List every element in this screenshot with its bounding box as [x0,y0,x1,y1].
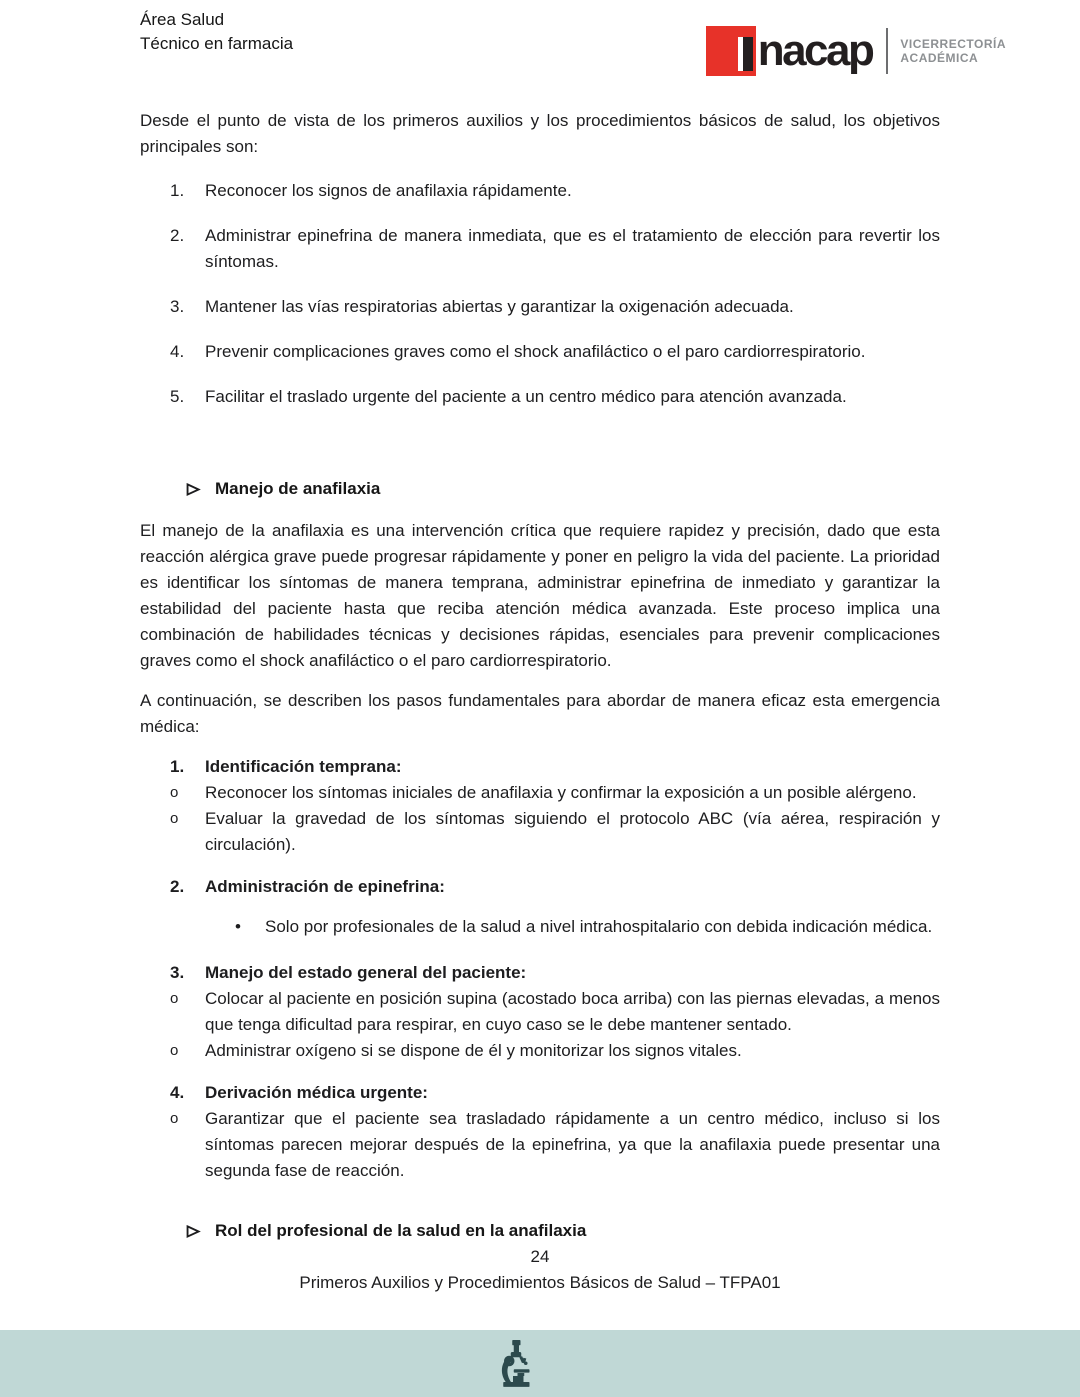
subitem-text: Administrar oxígeno si se dispone de él y monitorizar los signos vitales. [205,1041,742,1060]
step-number: 4. [170,1083,185,1102]
step-title-text: Manejo del estado general del paciente: [205,963,527,982]
intro-paragraph: Desde el punto de vista de los primeros auxilios y los procedimientos básicos de salud, los objetivos principales son: [140,111,940,156]
logo-i-stem [743,37,753,71]
step-subitem [140,1106,940,1184]
step-title [140,960,940,986]
logo-divider [886,28,888,74]
arrowhead-bullet-icon [185,481,215,498]
objective-text: Prevenir complicaciones graves como el shock anafiláctico o el paro cardiorrespiratorio. [205,342,866,361]
objective-item [140,178,940,204]
subitem-text: Garantizar que el paciente sea trasladado rápidamente a un centro médico, incluso si los síntomas parecen mejorar después de la epinefrina, ya que la anafilaxia puede presentar una segunda fase de reacción. [205,1109,940,1180]
subitem-text: Solo por profesionales de la salud a nivel intrahospitalario con debida indicación médica. [265,917,933,936]
step-number: 3. [170,963,185,982]
step-subitem [140,986,940,1038]
inacap-logo-wordmark: nacap [757,26,873,75]
subitem-text: Colocar al paciente en posición supina (acostado boca arriba) con las piernas elevadas, a menos que tenga dificultad para respirar, en cuyo caso se le debe mantener sentado. [205,989,940,1034]
step-subitem [140,1038,940,1064]
circle-bullet: o [170,1110,179,1127]
microscope-icon [498,1339,534,1389]
list-number: 5. [170,387,185,406]
step-title-text: Administración de epinefrina: [205,877,445,896]
list-number: 1. [170,181,185,200]
inacap-logo [706,26,1006,76]
inacap-logo-mark-icon [706,26,756,76]
step-number: 1. [170,757,185,776]
logo-division [900,37,1006,65]
subitem-text: Evaluar la gravedad de los síntomas siguiendo el protocolo ABC (vía aérea, respiración y circulación). [205,809,940,854]
step-manejo-estado [140,960,940,1064]
objective-text: Facilitar el traslado urgente del paciente a un centro médico para atención avanzada. [205,387,847,406]
circle-bullet: o [170,810,179,827]
step-subitem [140,780,940,806]
program-label: Técnico en farmacia [140,34,294,53]
objective-text: Mantener las vías respiratorias abiertas y garantizar la oxigenación adecuada. [205,297,794,316]
step-subitem [140,806,940,858]
manejo-paragraph-1: El manejo de la anafilaxia es una intervención crítica que requiere rapidez y precisión, dado que esta reacción alérgica grave puede progresar rápidamente y poner en peligro la vida del paciente. La prioridad es identificar los síntomas de manera temprana, administrar epinefrina de inmediato y garantizar la estabilidad del paciente hasta que reciba atención médica avanzada. Este proceso implica una combinación de habilidades técnicas y decisiones rápidas, esenciales para prevenir complicaciones graves como el shock anafiláctico o el paro cardiorrespiratorio. [140,521,940,670]
step-title-text: Identificación temprana: [205,757,402,776]
list-number: 4. [170,342,185,361]
objective-text: Administrar epinefrina de manera inmediata, que es el tratamiento de elección para revertir los síntomas. [205,226,940,271]
section-heading-rol [140,1218,940,1244]
step-title [140,754,940,780]
list-number: 3. [170,297,185,316]
objective-item [140,384,940,410]
logo-division-line1: VICERRECTORÍA [900,37,1006,51]
step-subitem [140,914,940,940]
step-title [140,1080,940,1106]
section-heading-text: Rol del profesional de la salud en la anafilaxia [215,1221,587,1240]
objective-text: Reconocer los signos de anafilaxia rápidamente. [205,181,572,200]
page-number: 24 [530,1247,550,1266]
objectives-list [140,178,940,410]
step-derivacion [140,1080,940,1184]
manejo-paragraph-2: A continuación, se describen los pasos fundamentales para abordar de manera eficaz esta emergencia médica: [140,691,940,736]
course-footer: Primeros Auxilios y Procedimientos Básicos de Salud – TFPA01 [299,1273,781,1292]
step-number: 2. [170,877,185,896]
logo-division-line2: ACADÉMICA [900,51,979,65]
step-epinefrina [140,874,940,940]
objective-item [140,294,940,320]
step-identificacion [140,754,940,858]
section-heading-text: Manejo de anafilaxia [215,479,381,498]
section-heading-manejo [140,476,940,502]
area-label: Área Salud [140,10,225,29]
circle-bullet: o [170,1042,179,1059]
list-number: 2. [170,226,185,245]
objective-item [140,223,940,275]
circle-bullet: o [170,990,179,1007]
objective-item [140,339,940,365]
footer-band [0,1330,1080,1397]
subitem-text: Reconocer los síntomas iniciales de anafilaxia y confirmar la exposición a un posible alérgeno. [205,783,917,802]
arrowhead-bullet-icon [185,1223,215,1240]
step-title-text: Derivación médica urgente: [205,1083,428,1102]
circle-bullet: o [170,784,179,801]
page-header [140,8,1006,94]
disc-bullet: • [235,917,241,936]
step-title [140,874,940,900]
